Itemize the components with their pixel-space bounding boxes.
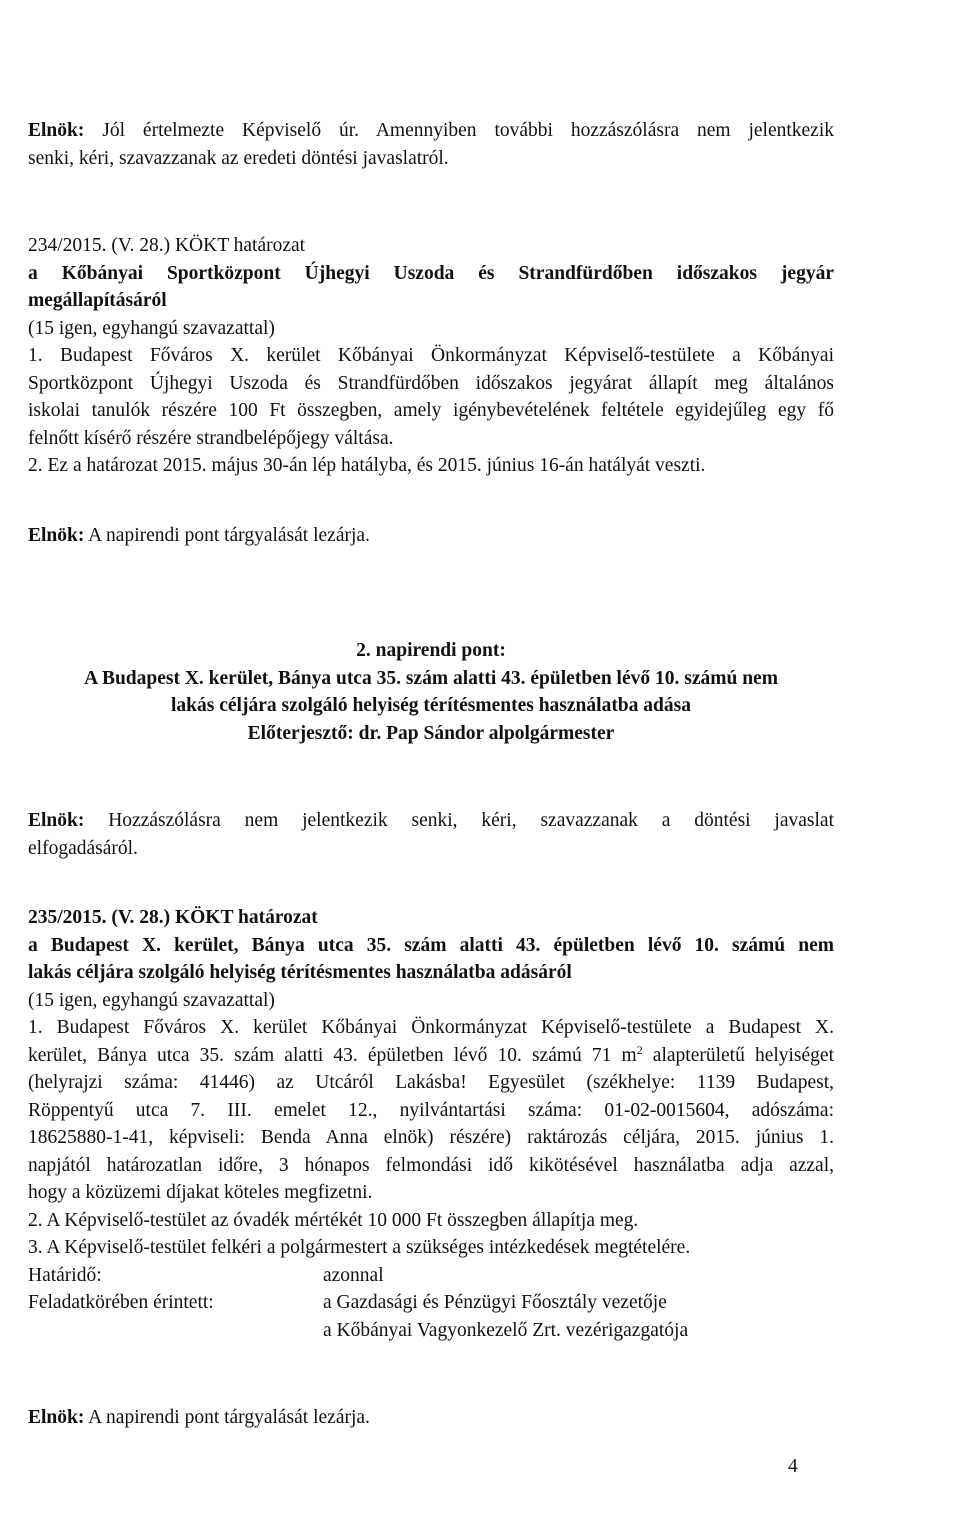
responsible-label: Feladatkörében érintett: — [28, 1292, 214, 1313]
chair-intro-line2: senki, kéri, szavazzanak az eredeti döntési javaslatról. — [28, 147, 449, 169]
page-number: 4 — [788, 1456, 798, 1477]
resolution-235-deadline — [28, 1262, 834, 1290]
chair-intro-line1: Elnök: Jól értelmezte Képviselő úr. Amennyiben további hozzászólásra nem jelentkezik — [28, 120, 834, 141]
agenda-2-presenter: Előterjesztő: dr. Pap Sándor alpolgármester — [247, 722, 615, 744]
chair-label: Elnök: — [28, 120, 85, 141]
resolution-234-p2: 2. Ez a határozat 2015. május 30-án lép hatályba, és 2015. június 16-án hatályát veszti. — [28, 455, 706, 476]
chair-close-2: Elnök: A napirendi pont tárgyalását lezárja. — [28, 1407, 370, 1428]
chair-vote-call-line1: Elnök: Hozzászólásra nem jelentkezik senki, kéri, szavazzanak a döntési javaslat — [28, 810, 834, 831]
resolution-235-p1-line4: Röppentyű utca 7. III. emelet 12., nyilvántartási száma: 01-02-0015604, adószáma: — [28, 1099, 834, 1121]
resolution-235-p2: 2. A Képviselő-testület az óvadék mértékét 10 000 Ft összegben állapítja meg. — [28, 1209, 639, 1231]
resolution-235-responsible — [28, 1289, 834, 1317]
chair-close-1: Elnök: A napirendi pont tárgyalását lezárja. — [28, 524, 370, 546]
resolution-235-p3: 3. A Képviselő-testület felkéri a polgármestert a szükséges intézkedések megtételére. — [28, 1237, 691, 1258]
deadline-value: azonnal — [323, 1264, 384, 1286]
resolution-235-p1-line1: 1. Budapest Főváros X. kerület Kőbányai Önkormányzat Képviselő-testülete a Budapest X. — [28, 1017, 834, 1038]
resolution-235-vote: (15 igen, egyhangú szavazattal) — [28, 989, 275, 1011]
resolution-234-title-line2: megállapításáról — [28, 290, 167, 311]
resolution-235-p1-line5: 18625880-1-41, képviseli: Benda Anna elnök) részére) raktározás céljára, 2015. június 1. — [28, 1127, 834, 1148]
deadline-label: Határidő: — [28, 1264, 102, 1286]
resolution-234-p1-line4: felnőtt kísérő részére strandbelépőjegy váltása. — [28, 427, 394, 449]
resolution-234-number: 234/2015. (V. 28.) KÖKT határozat — [28, 235, 306, 256]
responsible-value-2: a Kőbányai Vagyonkezelő Zrt. vezérigazgatója — [323, 1319, 689, 1341]
resolution-234-vote: (15 igen, egyhangú szavazattal) — [28, 317, 275, 339]
resolution-235-responsible-2 — [28, 1317, 834, 1345]
resolution-235-p1-line2: kerület, Bánya utca 35. szám alatti 43. épületben lévő 10. számú 71 $m^2$ alapterületű helyiséget — [28, 1042, 835, 1066]
resolution-234-p1-line3: iskolai tanulók részére 100 Ft összegben, amely igénybevételének feltétele egyidejűleg egy fő — [28, 400, 834, 421]
resolution-234-title-line1: a Kőbányai Sportközpont Újhegyi Uszoda és Strandfürdőben időszakos jegyár — [28, 262, 834, 284]
agenda-2-title-line1: A Budapest X. kerület, Bánya utca 35. szám alatti 43. épületben lévő 10. számú nem — [84, 667, 778, 689]
agenda-2-heading: 2. napirendi pont: — [356, 640, 506, 661]
resolution-234-p1-line1: 1. Budapest Főváros X. kerület Kőbányai Önkormányzat Képviselő-testülete a Kőbányai — [28, 345, 834, 366]
resolution-235-title-line1: a Budapest X. kerület, Bánya utca 35. szám alatti 43. épületben lévő 10. számú nem — [28, 934, 834, 956]
resolution-235-p1-line6: napjától határozatlan időre, 3 hónapos felmondási idő kikötésével használatba adja azzal, — [28, 1154, 834, 1176]
document-page — [28, 117, 834, 1432]
resolution-234-p1-line2: Sportközpont Újhegyi Uszoda és Strandfürdőben időszakos jegyárat állapít meg általános — [28, 372, 834, 394]
resolution-235-title-line2: lakás céljára szolgáló helyiség térítésmentes használatba adásáról — [28, 962, 572, 983]
resolution-235-p1-line7: hogy a közüzemi díjakat köteles megfizetni. — [28, 1182, 373, 1203]
agenda-2-title-line2: lakás céljára szolgáló helyiség térítésmentes használatba adása — [171, 695, 691, 716]
chair-vote-call-line2: elfogadásáról. — [28, 837, 138, 859]
resolution-235-p1-line3: (helyrajzi száma: 41446) az Utcáról Lakásba! Egyesület (székhelye: 1139 Budapest, — [28, 1072, 834, 1093]
resolution-235-number: 235/2015. (V. 28.) KÖKT határozat — [28, 907, 318, 928]
responsible-value-1: a Gazdasági és Pénzügyi Főosztály vezetője — [323, 1292, 667, 1313]
